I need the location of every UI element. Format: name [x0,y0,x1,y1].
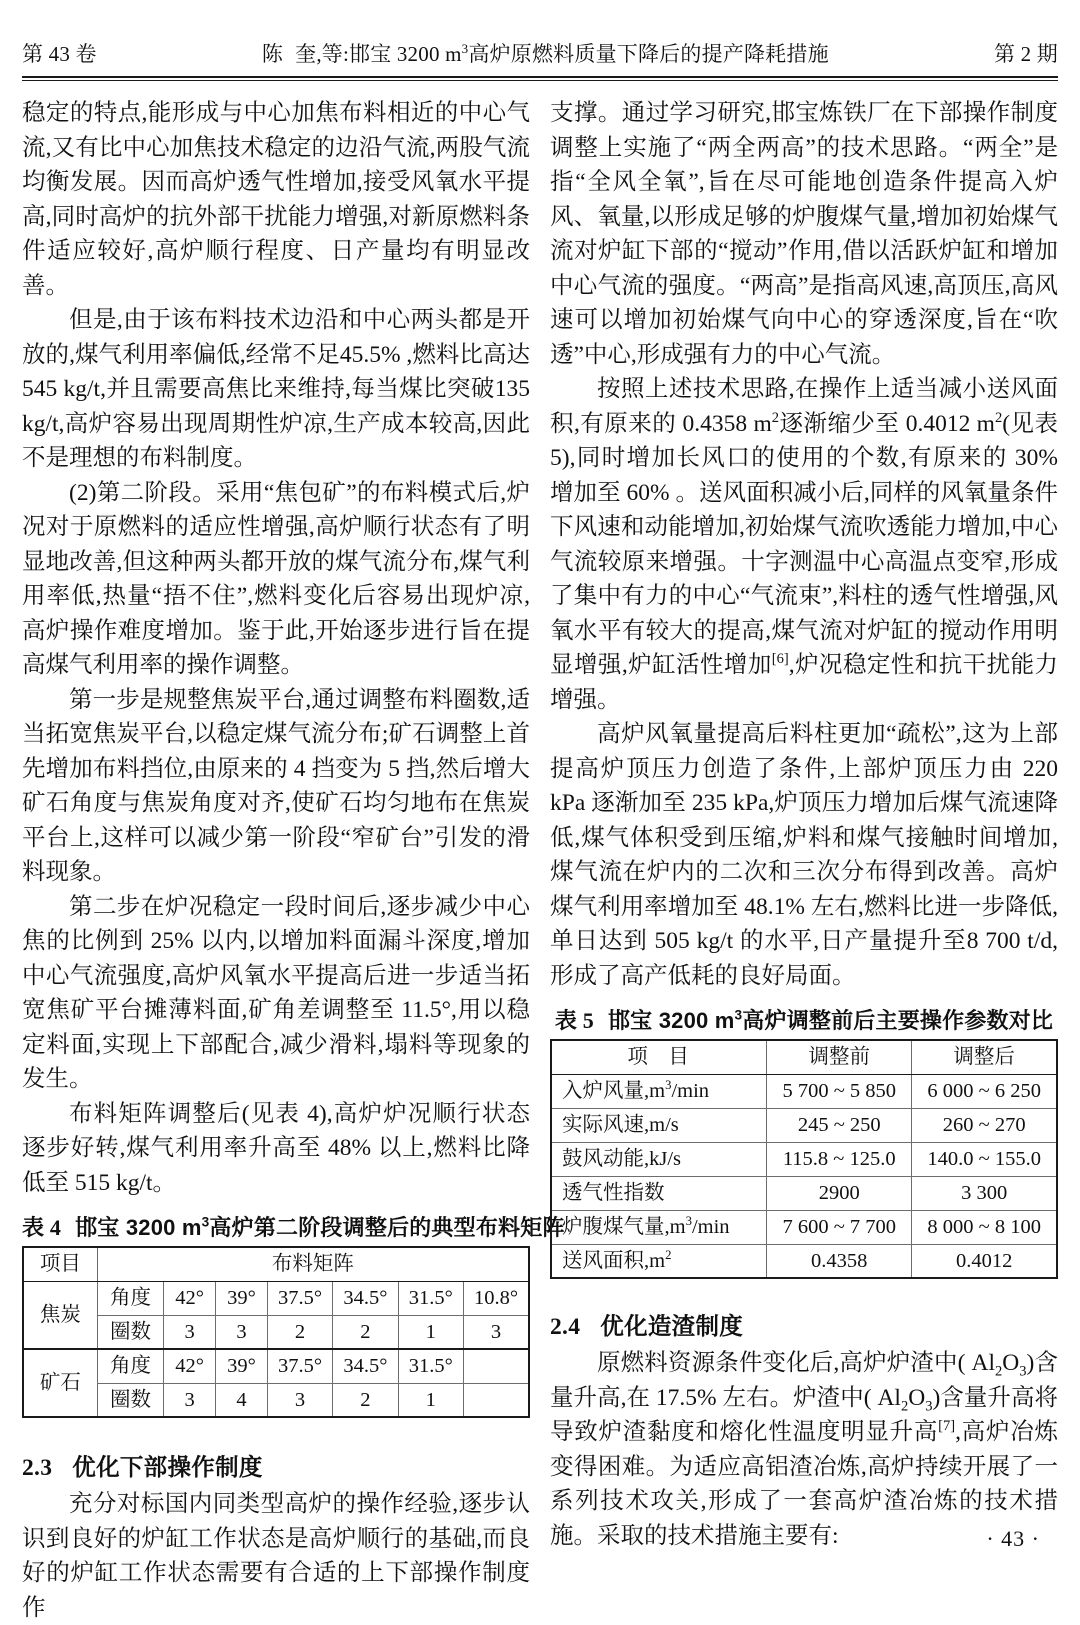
table4-sublabel-rings-ore: 圈数 [97,1383,163,1417]
table-row [23,1349,529,1383]
running-head-title-main: 奎,等:邯宝 3200 m [295,42,462,66]
table5-cell-before: 2900 [767,1176,912,1210]
table5-caption [550,1006,1058,1036]
running-head-title-rest: 高炉原燃料质量下降后的提产降耗措施 [468,42,829,66]
table4-cell-empty [463,1383,529,1417]
running-head-title-sup: 3 [461,41,469,56]
table5-param-name [551,1074,767,1108]
running-head-issue: 第 2 期 [994,42,1058,66]
table4-cell: 39° [216,1281,268,1315]
formula-subscript: 3 [1019,1363,1027,1380]
paragraph-l3: (2)第二阶段。采用“焦包矿”的布料模式后,炉况对于原燃料的适应性增强,高炉顺行状态有了明显地改善,但这种两头都开放的煤气流分布,煤气利用率低,热量“捂不住”,燃料变化后容易出现炉凉,高炉操作难度增加。鉴于此,开始逐步进行旨在提高煤气利用率的操作调整。 [22,479,530,678]
table5-cell-before: 5 700 ~ 5 850 [767,1074,912,1108]
table4-cell: 31.5° [398,1349,463,1383]
table5-param-name-text: 实际风速,m/s [562,1113,679,1136]
paragraph-r2-part-d: ,炉况稳定性和抗干扰能力增强。 [550,652,1059,713]
table4-caption-text-b: 高炉第二阶段调整后的典型布料矩阵 [209,1215,565,1240]
page-number: · 43 · [986,1526,1040,1551]
table4-header-matrix: 布料矩阵 [97,1247,529,1281]
formula-subscript: 2 [900,1398,909,1415]
table-row [551,1176,1057,1210]
header-divider-rule [22,76,1058,81]
table-row [551,1142,1057,1176]
table-row [551,1210,1057,1244]
table4-cell: 3 [267,1383,332,1417]
running-head-title [97,38,994,68]
table5-cell-before: 0.4358 [767,1244,912,1278]
paragraph-r4 [550,1346,1058,1553]
table5-header-after: 调整后 [912,1040,1057,1074]
table5-param-name [551,1210,767,1244]
table5-param-name-text: 送风面积,m [562,1249,666,1272]
paragraph-r4-part-c: )含量升高,在 17.5% 左右。炉渣中( Al [550,1350,1058,1411]
table5-param-name-unit: /min [691,1215,730,1238]
paragraph-l1: 稳定的特点,能形成与中心加焦布料相近的中心气流,又有比中心加焦技术稳定的边沿气流,两股气流均衡发展。因而高炉透气性增加,接受风氧水平提高,同时高炉的抗外部干扰能力增强,对新原燃料条件适应较好,高炉顺行程度、日产量均有明显改善。 [22,100,530,299]
table5-caption-text-b: 高炉调整前后主要操作参数对比 [742,1008,1054,1033]
table5-param-name-text: 炉腹煤气量,m [562,1215,686,1238]
unit-superscript: 3 [665,1077,672,1092]
table5-caption-label: 表 5 [554,1008,594,1033]
paragraph-r3: 高炉风氧量提高后料柱更加“疏松”,这为上部提高炉顶压力创造了条件,上部炉顶压力由 220 kPa 逐渐加至 235 kPa,炉顶压力增加后煤气流速降低,煤气体积受到压缩,炉料和煤气接触时间增加,煤气流在炉内的二次和三次分布得到改善。高炉煤气利用率增加至 48.1% 左右,燃料比进一步降低,单日达到 505 kg/t 的水平,日产量提升至8 700 t/d,形成了高产低耗的良好局面。 [550,721,1058,989]
table4-cell: 42° [164,1281,216,1315]
running-head [22,38,1058,72]
table4-caption-text-a: 邯宝 3200 m [75,1215,202,1240]
table4-sublabel-rings-coke: 圈数 [97,1315,163,1349]
table-row [23,1281,529,1315]
table-row [551,1108,1057,1142]
table5-cell-before: 115.8 ~ 125.0 [767,1142,912,1176]
table5-cell-after: 8 000 ~ 8 100 [912,1210,1057,1244]
table-row [23,1315,529,1349]
paragraph-r2-part-a: 按照上述技术思路,在操作上适当减小送风面积,有原来的 0.4358 m [550,376,1058,437]
table5-caption-sup: 3 [734,1007,743,1023]
table5-cell-after: 140.0 ~ 155.0 [912,1142,1057,1176]
table4-cell: 1 [398,1315,463,1349]
formula-subscript: 2 [994,1363,1003,1380]
right-column [550,96,1058,1553]
table5-param-name-text: 入炉风量,m [562,1079,666,1102]
paragraph-r2-part-c: (见表 5),同时增加长风口的使用的个数,有原来的 30% 增加至 60% 。送风面积减小后,同样的风氧量条件下风速和动能增加,初始煤气流吹透能力增加,中心气流较原来增强。十字测温中心高温点变窄,形成了集中有力的中心“气流束”,料柱的透气性增强,风氧水平有较大的提高,煤气流对炉缸的搅动作用明显增强,炉缸活性增加 [550,410,1059,678]
paragraph-r2 [550,372,1058,717]
table4-cell: 3 [463,1315,529,1349]
table5-param-name [551,1142,767,1176]
table4-cell: 2 [333,1383,398,1417]
table4-caption-label: 表 4 [22,1215,62,1240]
table4-cell: 3 [164,1383,216,1417]
section-number-2-4: 2.4 [550,1314,581,1340]
table5-param-name [551,1176,767,1210]
table-row [551,1074,1057,1108]
left-column [22,96,565,1625]
running-head-volume: 第 43 卷 [22,42,97,66]
table4-cell: 2 [333,1315,398,1349]
table5-cell-before: 7 600 ~ 7 700 [767,1210,912,1244]
running-head-author-surname: 陈 [261,42,284,66]
table5-cell-after: 260 ~ 270 [912,1108,1057,1142]
table4-cell: 3 [164,1315,216,1349]
section-title-2-3: 优化下部操作制度 [72,1454,263,1480]
paragraph-l2: 但是,由于该布料技术边沿和中心两头都是开放的,煤气利用率偏低,经常不足45.5% ,燃料比高达545 kg/t,并且需要高焦比来维持,每当煤比突破135 kg/t,高炉容易出现周期性炉凉,生产成本较高,因此不是理想的布料制度。 [22,307,530,471]
unit-superscript: 2 [994,409,1003,426]
paragraph-l6: 布料矩阵调整后(见表 4),高炉炉况顺行状态逐步好转,煤气利用率升高至 48% 以上,燃料比降低至 515 kg/t。 [22,1100,530,1196]
table5-param-name-text: 鼓风动能,kJ/s [562,1147,682,1170]
table5-param-name [551,1108,767,1142]
table4-cell: 34.5° [333,1281,398,1315]
section-number-2-3: 2.3 [22,1455,53,1481]
table5-operating-parameters [550,1039,1058,1279]
table4-group-coke: 焦炭 [23,1281,97,1349]
table5-caption-text-a: 邯宝 3200 m [607,1008,735,1033]
paragraph-r4-part-a: 原燃料资源条件变化后,高炉炉渣中( Al [597,1350,995,1376]
section-heading-2-4 [550,1309,1058,1344]
table5-cell-after: 6 000 ~ 6 250 [912,1074,1057,1108]
table5-cell-before: 245 ~ 250 [767,1108,912,1142]
table4-cell: 31.5° [398,1281,463,1315]
paragraph-l5: 第二步在炉况稳定一段时间后,逐步减少中心焦的比例到 25% 以内,以增加料面漏斗深度,增加中心气流强度,高炉风氧水平提高后进一步适当拓宽焦矿平台摊薄料面,矿角差调整至 11.5°,用以稳定料面,实现上下部配合,减少滑料,塌料等现象的发生。 [22,893,530,1092]
table4-cell: 1 [398,1383,463,1417]
table4-cell: 34.5° [333,1349,398,1383]
table4-sublabel-angle-coke: 角度 [97,1281,163,1315]
unit-superscript: 2 [771,409,780,426]
paragraph-r4-part-d: O [908,1384,926,1411]
table5-wrapper [550,1039,1058,1279]
table4-header-row [23,1247,529,1281]
citation-ref-7: [7] [938,1418,956,1435]
paragraph-r1: 支撑。通过学习研究,邯宝炼铁厂在下部操作制度调整上实施了“两全两高”的技术思路。“两全”是指“全风全氧”,旨在尽可能地创造条件提高入炉风、氧量,以形成足够的炉腹煤气量,增加初始煤气流对炉缸下部的“搅动”作用,借以活跃炉缸和增加中心气流的强度。“两高”是指高风速,高顶压,高风速可以增加初始煤气向中心的穿透深度,旨在“吹透”中心,形成强有力的中心气流。 [550,100,1058,368]
table5-param-name-text: 透气性指数 [562,1181,665,1204]
table4-cell: 37.5° [267,1281,332,1315]
table4-cell: 3 [216,1315,268,1349]
citation-ref-6: [6] [771,651,789,668]
table4-caption-sup: 3 [201,1214,210,1230]
paragraph-r4-part-f: ,高炉冶炼变得困难。为适应高铝渣冶炼,高炉持续开展了一系列技术攻关,形成了一套高炉渣冶炼的技术措施。采取的技术措施主要有: [550,1419,1059,1549]
table4-cell: 42° [164,1349,216,1383]
unit-superscript: 2 [665,1247,672,1262]
table4-wrapper [22,1246,530,1418]
table5-param-name [551,1244,767,1278]
table4-cell: 37.5° [267,1349,332,1383]
table5-header-row [551,1040,1057,1074]
table4-cell-empty [463,1349,529,1383]
table-row [551,1244,1057,1278]
paragraph-r4-part-e: )含量升高将导致炉渣黏度和熔化性温度明显升高 [550,1384,1058,1445]
table4-group-ore: 矿石 [23,1349,97,1417]
section-heading-2-3 [22,1450,530,1485]
section-title-2-4: 优化造渣制度 [600,1313,744,1339]
paragraph-r4-part-b: O [1002,1350,1020,1376]
paragraph-r2-part-b: 逐渐缩少至 0.4012 m [779,410,995,437]
table4-cell: 4 [216,1383,268,1417]
table5-cell-after: 0.4012 [912,1244,1057,1278]
paragraph-l7: 充分对标国内同类型高炉的操作经验,逐步认识到良好的炉缸工作状态是高炉顺行的基础,而良好的炉缸工作状态需要有合适的上下部操作制度作 [22,1491,530,1621]
table4-cell: 39° [216,1349,268,1383]
two-column-body [22,96,1059,1621]
table4-cell: 2 [267,1315,332,1349]
table4-charging-matrix [22,1246,530,1418]
table5-cell-after: 3 300 [912,1176,1057,1210]
table5-header-item: 项 目 [551,1040,767,1074]
table4-header-item: 项目 [23,1247,97,1281]
table4-caption [22,1213,565,1243]
paragraph-l4: 第一步是规整焦炭平台,通过调整布料圈数,适当拓宽焦炭平台,以稳定煤气流分布;矿石调整上首先增加布料挡位,由原来的 4 挡变为 5 挡,然后增大矿石角度与焦炭角度对齐,使矿石均匀地布在焦炭平台上,这样可以减少第一阶段“窄矿台”引发的滑料现象。 [22,686,530,885]
formula-subscript: 3 [925,1398,933,1415]
unit-superscript: 3 [685,1213,692,1228]
table5-header-before: 调整前 [767,1040,912,1074]
table4-cell: 10.8° [463,1281,529,1315]
table4-sublabel-angle-ore: 角度 [97,1349,163,1383]
table5-param-name-unit: /min [671,1079,710,1102]
table-row [23,1383,529,1417]
